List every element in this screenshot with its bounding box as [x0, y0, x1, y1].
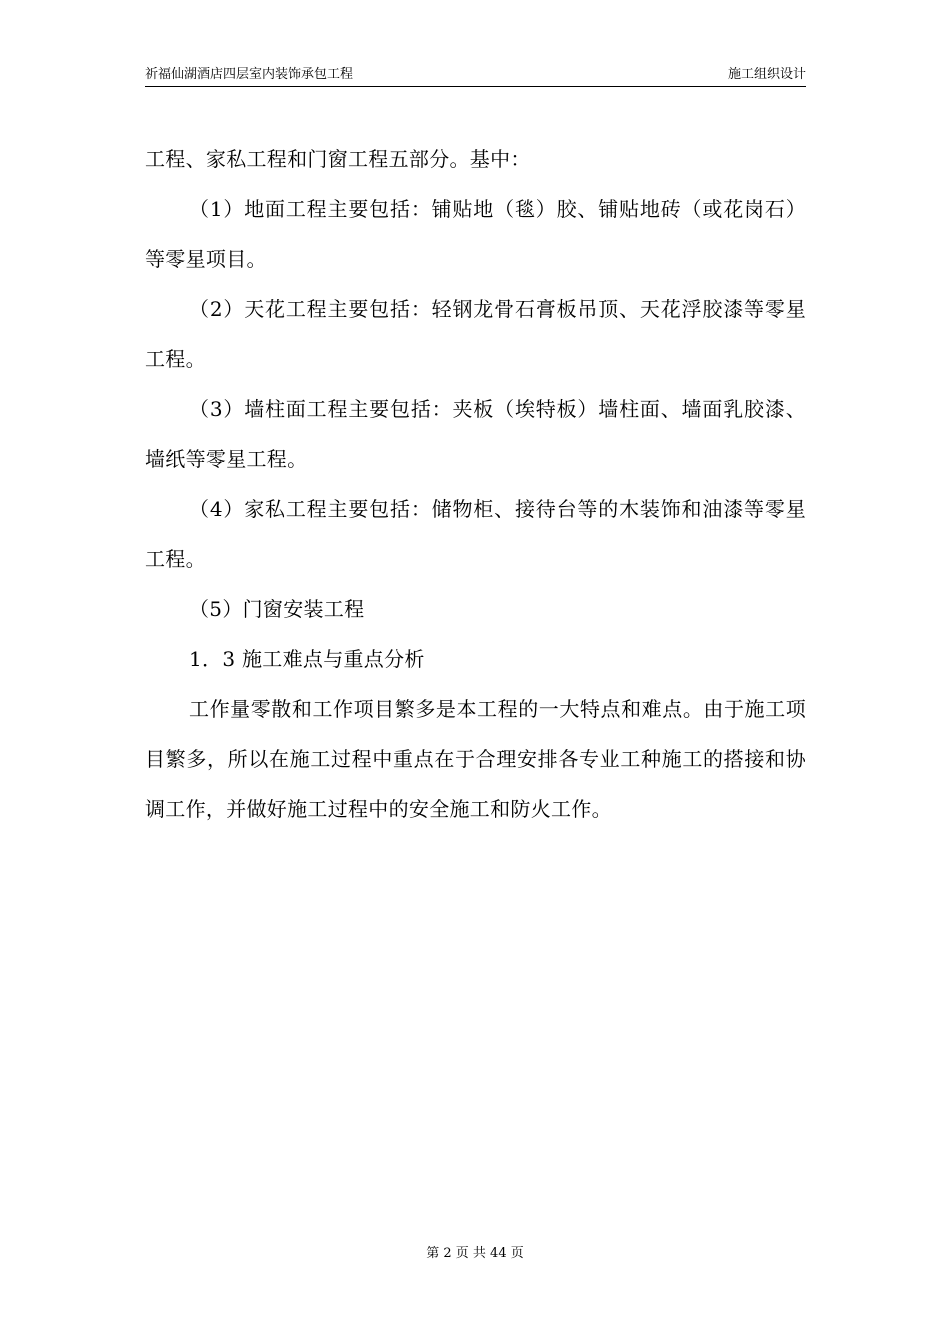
paragraph-item-4: （4）家私工程主要包括：储物柜、接待台等的木装饰和油漆等零星工程。	[145, 497, 806, 571]
paragraph-item-3: （3）墙柱面工程主要包括：夹板（埃特板）墙柱面、墙面乳胶漆、墙纸等零星工程。	[145, 397, 806, 471]
section-heading: 1．3 施工难点与重点分析	[189, 647, 425, 671]
paragraph-analysis: 工作量零散和工作项目繁多是本工程的一大特点和难点。由于施工项目繁多，所以在施工过程中重点在于合理安排各专业工种施工的搭接和协调工作，并做好施工过程中的安全施工和防火工作。	[145, 697, 806, 821]
paragraph-item-2: （2）天花工程主要包括：轻钢龙骨石膏板吊顶、天花浮胶漆等零星工程。	[145, 297, 806, 371]
page-header	[145, 66, 806, 87]
document-body	[145, 134, 806, 834]
page-footer	[0, 1245, 950, 1263]
header-document-type: 施工组织设计	[727, 67, 806, 82]
paragraph-continuation: 工程、家私工程和门窗工程五部分。基中：	[145, 147, 531, 171]
paragraph-item-1: （1）地面工程主要包括：铺贴地（毯）胶、铺贴地砖（或花岗石）等零星项目。	[145, 197, 806, 271]
page-number: 第 2 页 共 44 页	[426, 1246, 524, 1261]
header-project-title: 祈福仙湖酒店四层室内装饰承包工程	[145, 67, 354, 82]
paragraph-item-5: （5）门窗安装工程	[189, 597, 365, 621]
